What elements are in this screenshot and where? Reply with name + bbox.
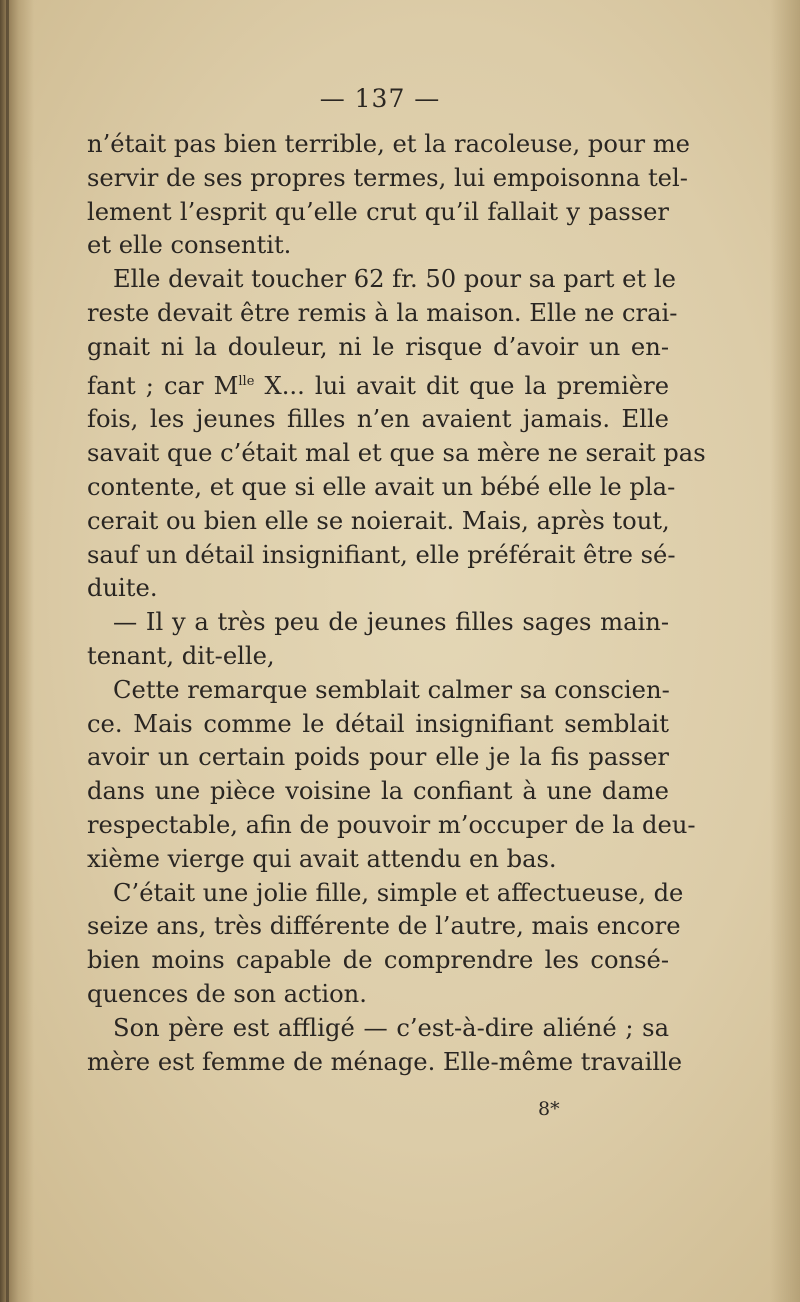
text-line: et elle consentit.	[87, 231, 292, 260]
text-fragment: fant ; car M	[87, 371, 239, 400]
text-fragment: X... lui avait dit que la première	[254, 371, 670, 400]
page-number: — 137 —	[319, 84, 441, 113]
text-line: seize ans, très différente de l’autre, mais encore	[87, 912, 681, 941]
text-line: cerait ou bien elle se noierait. Mais, après tout,	[87, 506, 670, 535]
text-line: tenant, dit-elle,	[87, 641, 275, 670]
text-line: savait que c’était mal et que sa mère ne serait pas	[87, 439, 706, 468]
text-line: servir de ses propres termes, lui empoisonna tel-	[87, 163, 688, 192]
text-line: respectable, afin de pouvoir m’occuper de la deu-	[87, 810, 696, 839]
text-line: n’était pas bien terrible, et la racoleuse, pour me	[87, 130, 690, 158]
binding-line	[6, 0, 9, 1302]
body-text	[87, 128, 706, 1079]
text-line	[87, 365, 669, 404]
text-line: C’était une jolie fille, simple et affectueuse, de	[113, 878, 684, 907]
text-line: fois, les jeunes filles n’en avaient jamais. Elle	[87, 405, 669, 434]
text-line: duite.	[87, 574, 158, 603]
text-line: Son père est affligé — c’est-à-dire aliéné ; sa	[113, 1013, 669, 1042]
text-line: gnait ni la douleur, ni le risque d’avoir un en-	[87, 332, 669, 361]
text-line: lement l’esprit qu’elle crut qu’il fallait y passer	[87, 197, 669, 226]
page-edge-shadow	[770, 0, 800, 1302]
text-line: bien moins capable de comprendre les consé-	[87, 946, 669, 975]
text-line: mère est femme de ménage. Elle-même travaille	[87, 1047, 683, 1076]
text-line: avoir un certain poids pour elle je la fis passer	[87, 743, 669, 772]
text-line: dans une pièce voisine la confiant à une dame	[87, 777, 669, 806]
signature-mark: 8*	[538, 1098, 560, 1120]
text-line: quences de son action.	[87, 979, 367, 1008]
text-line: contente, et que si elle avait un bébé elle le pla-	[87, 472, 676, 501]
text-line: xième vierge qui avait attendu en bas.	[87, 844, 557, 873]
text-line: — Il y a très peu de jeunes filles sages main-	[113, 608, 669, 637]
text-line: sauf un détail insignifiant, elle préférait être sé-	[87, 540, 676, 569]
text-line: Elle devait toucher 62 fr. 50 pour sa part et le	[113, 265, 676, 294]
text-line: reste devait être remis à la maison. Elle ne crai-	[87, 298, 678, 327]
superscript: lle	[238, 373, 255, 389]
text-line: Cette remarque semblait calmer sa conscien-	[113, 675, 670, 704]
text-line: ce. Mais comme le détail insignifiant semblait	[87, 709, 669, 738]
